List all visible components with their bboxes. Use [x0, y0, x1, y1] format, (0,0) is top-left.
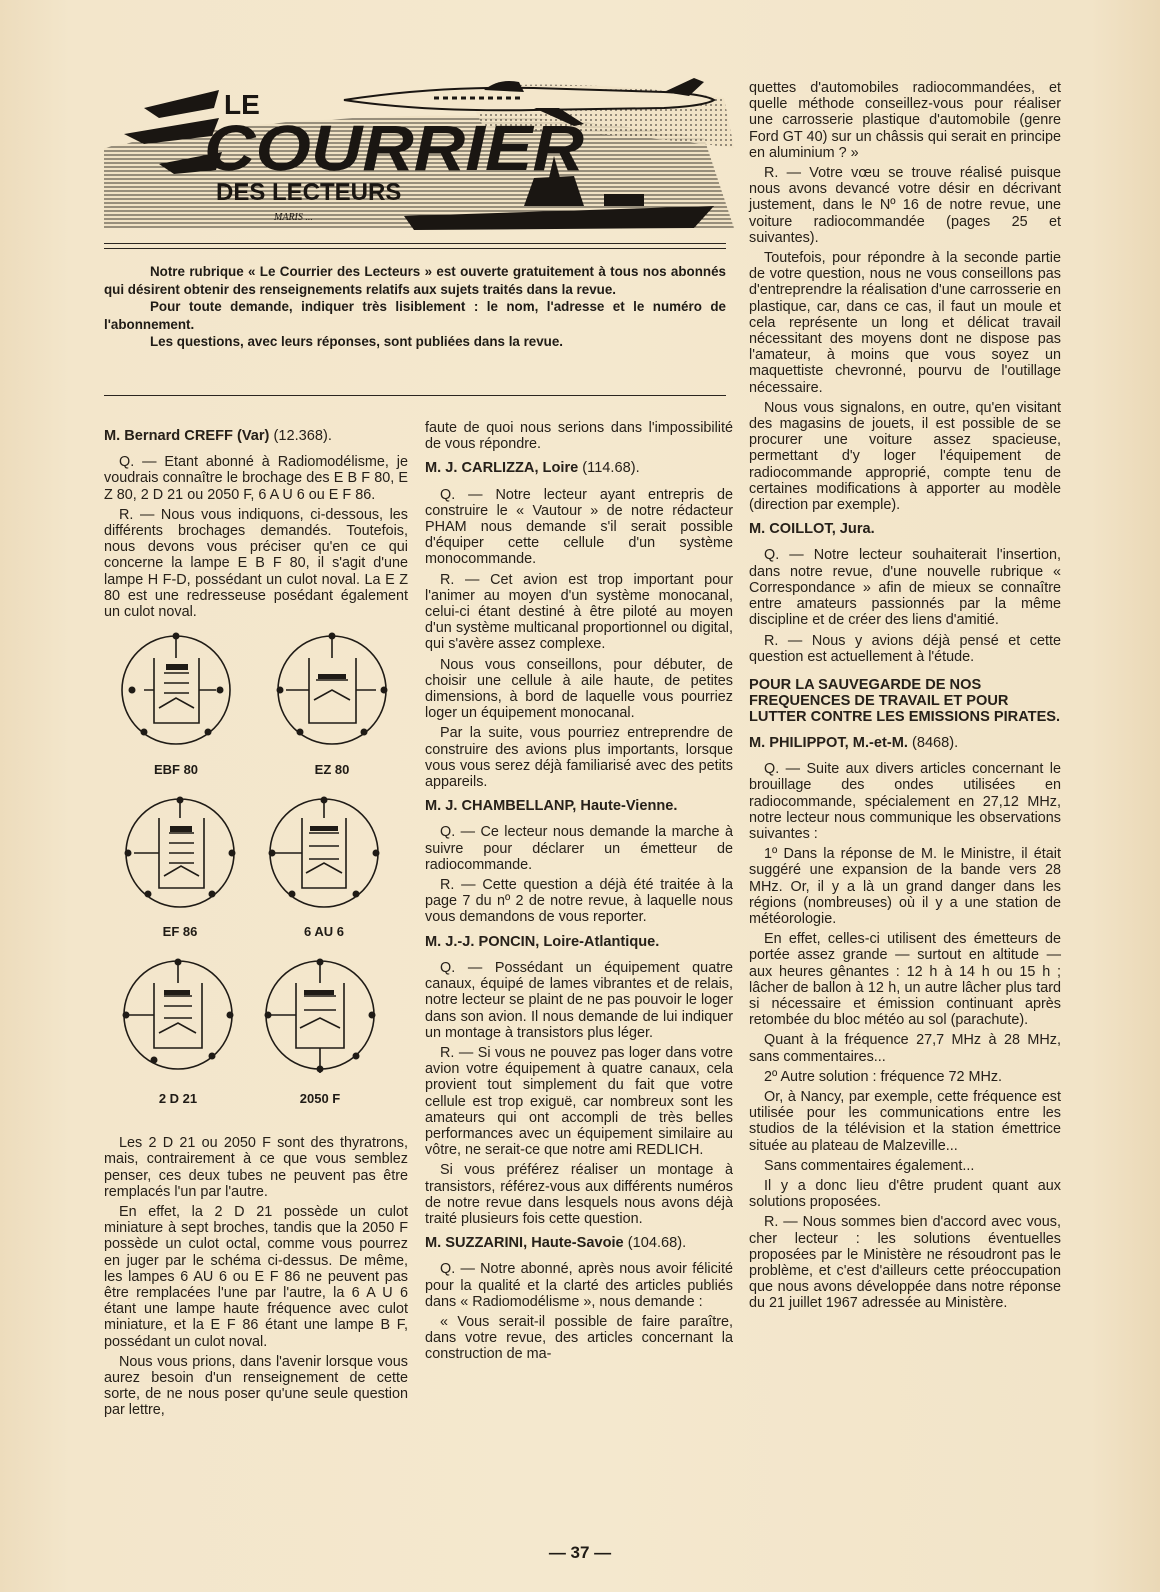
body-paragraph: Nous vous signalons, en outre, qu'en visitant des magasins de jouets, il est possible de se procurer une voiture assez spacieuse, permettant d'y loger l'équipement de radiocommande approprié, compte tenu de certaines modifications à apporter au modèle (direction par exemple).	[749, 399, 1061, 514]
tube-label-2d21: 2 D 21	[158, 1091, 198, 1107]
question-paragraph: Q. — Notre lecteur souhaiterait l'insertion, dans notre revue, d'une nouvelle rubrique « Correspondance » afin de mieux se connaître entre amateurs passionnés par la même discipline et de créer des liens d'amitié.	[749, 547, 1061, 629]
tube-pinout-diagrams	[104, 628, 404, 1123]
letter-heading-creff	[104, 428, 408, 444]
page-number: — 37 —	[548, 1543, 612, 1562]
question-paragraph: Q. — Ce lecteur nous demande la marche à suivre pour déclarer un émetteur de radiocommande.	[425, 824, 733, 873]
grid-bar	[166, 664, 188, 670]
body-paragraph: quettes d'automobiles radiocommandées, et quelle méthode conseillez-vous pour réaliser une carrosserie plastique d'automobile (genre Ford GT 40) sur un châssis qui serait en principe en aluminium ? »	[749, 80, 1061, 161]
letter-heading-philippot	[749, 735, 1061, 751]
reader-name: M. J. CARLIZZA, Loire	[425, 460, 579, 477]
intro-notice	[104, 263, 726, 351]
intro-paragraph: Les questions, avec leurs réponses, sont publiées dans la revue.	[150, 334, 564, 349]
reader-name: M. Bernard CREFF (Var)	[104, 428, 270, 444]
intro-paragraph: Pour toute demande, indiquer très lisiblement : le nom, l'adresse et le numéro de l'abonnement.	[104, 299, 726, 332]
masthead-courrier: COURRIER	[204, 112, 584, 184]
reader-name: M. PHILIPPOT, M.-et-M.	[749, 734, 908, 751]
grid-bar	[164, 990, 190, 995]
body-paragraph: Sans commentaires également...	[764, 1157, 975, 1174]
tube-label-6au6: 6 AU 6	[304, 924, 344, 940]
answer-paragraph: R. — Nous vous indiquons, ci-dessous, les différents brochages demandés. Toutefois, nous devons vous préciser qu'en ce qui concerne la lampe E B F 80, il s'agit d'une lampe H F-D, possédant un culot noval. La E Z 80 est une redresseuse posédant également un culot noval.	[104, 506, 408, 621]
question-paragraph: Q. — Etant abonné à Radiomodélisme, je voudrais connaître le brochage des E B F 80, E Z 80, 2 D 21 ou 2050 F, 6 A U 6 ou E F 86.	[104, 454, 408, 503]
question-paragraph: Q. — Possédant un équipement quatre canaux, équipé de lames vibrantes et de relais, notre lecteur se plaint de ne pas pouvoir le loger dans son avion. Il nous demande de lui indiquer un montage à transistors plus léger.	[425, 959, 733, 1041]
masthead-rule-2	[104, 248, 726, 249]
tube-label-ez80: EZ 80	[314, 762, 350, 778]
grid-bar	[318, 674, 346, 679]
tube-label-ebf80: EBF 80	[153, 762, 199, 778]
letter-heading-suzzarini	[425, 1235, 733, 1251]
masthead-le: LE	[224, 89, 260, 120]
answer-paragraph: R. — Nous sommes bien d'accord avec vous, cher lecteur : les solutions éventuelles proposées par le Ministère ne résoudront pas le problème, et c'est d'ailleurs cette préoccupation que nous avons développée dans notre réponse du 21 juillet 1967 adressée au Ministère.	[749, 1214, 1061, 1312]
subscriber-number: (8468).	[911, 734, 959, 751]
body-paragraph: Par la suite, vous pourriez entreprendre de construire des avions plus importants, lorsque vous vous serez déjà familiarisé avec des petits appareils.	[425, 725, 733, 791]
masthead-drawing	[104, 78, 734, 236]
letter-heading-chambellanp: M. J. CHAMBELLANP, Haute-Vienne.	[425, 798, 678, 815]
answer-paragraph: R. — Cette question a déjà été traitée à la page 7 du nº 2 de notre revue, à laquelle nous vous demandons de vous reporter.	[425, 877, 733, 926]
masthead-rule	[104, 243, 726, 244]
letter-heading-carlizza	[425, 460, 733, 476]
body-paragraph: Quant à la fréquence 27,7 MHz à 28 MHz, sans commentaires...	[749, 1032, 1061, 1065]
body-paragraph: Or, à Nancy, par exemple, cette fréquence est utilisée pour les communications entre les studios de la télévision et la station émettrice située au plateau de Malzeville...	[749, 1088, 1061, 1154]
section-title: POUR LA SAUVEGARDE DE NOS FREQUENCES DE TRAVAIL ET POUR LUTTER CONTRE LES EMISSIONS PIRATES.	[749, 676, 1061, 725]
grid-bar	[304, 990, 334, 995]
subscriber-number: (104.68).	[627, 1235, 687, 1252]
body-paragraph: Si vous préférez réaliser un montage à transistors, référez-vous aux différents numéros de notre revue dans lesquels nous avons déjà traité plusieurs fois cette question.	[425, 1162, 733, 1227]
answer-paragraph: R. — Si vous ne pouvez pas loger dans votre avion votre équipement à quatre canaux, cela provient tout simplement du fait que votre cellule est trop exiguë, car nombreux sont les amateurs qui ont accompli de très belles performances avec un équipement similaire au vôtre, ne serait-ce que notre ami REDLICH.	[425, 1044, 733, 1159]
grid-bar	[170, 826, 192, 832]
intro-paragraph: Notre rubrique « Le Courrier des Lecteurs » est ouverte gratuitement à tous nos abonnés qui désirent obtenir des renseignements relatifs aux sujets traités dans la revue.	[104, 264, 726, 297]
reader-name: M. SUZZARINI, Haute-Savoie	[425, 1235, 624, 1252]
section-divider	[104, 395, 726, 396]
subscriber-number: (114.68).	[582, 460, 640, 477]
body-paragraph: En effet, celles-ci utilisent des émetteurs de portée assez grande — surtout en altitude — aux heures gênantes : 12 h à 14 h ou 15 h ; lâcher de ballon à 12 h, un autre lâcher plus tard si nécessaire et émission continuant après retombée du bloc météo au sol (parachute).	[749, 931, 1061, 1029]
body-paragraph: Il y a donc lieu d'être prudent quant aux solutions proposées.	[749, 1177, 1061, 1211]
pinout-drawing	[104, 628, 404, 1123]
letter-heading-poncin: M. J.-J. PONCIN, Loire-Atlantique.	[425, 933, 660, 950]
tube-label-2050f: 2050 F	[299, 1091, 341, 1107]
answer-paragraph: R. — Cet avion est trop important pour l'animer au moyen d'un système monocanal, celui-ci étant destiné à être piloté au moyen d'un système multicanal proportionnel ou digital, qui s'avère assez complexe.	[425, 571, 733, 653]
subscriber-number: (12.368).	[273, 428, 332, 444]
tube-label-ef86: EF 86	[162, 924, 198, 940]
masthead-illustration	[104, 78, 734, 236]
letter-heading-coillot: M. COILLOT, Jura.	[749, 521, 875, 538]
column-1	[104, 420, 408, 1423]
question-paragraph: Q. — Notre abonné, après nous avoir félicité pour la qualité et la clarté des articles publiés dans « Radiomodélisme », nous demande :	[425, 1261, 733, 1310]
body-paragraph: faute de quoi nous serions dans l'impossibilité de vous répondre.	[425, 420, 733, 453]
masthead-des-lecteurs: DES LECTEURS	[216, 179, 402, 206]
body-paragraph: En effet, la 2 D 21 possède un culot miniature à sept broches, tandis que la 2050 F possède un culot octal, comme vous pourrez en juger par le schéma ci-dessus. De même, les lampes 6 AU 6 ou E F 86 ne peuvent pas être remplacées l'une par l'autre, la 6 A U 6 étant une lampe haute fréquence avec culot miniature, et la E F 86 étant une lampe B F, possédant un culot noval.	[104, 1204, 408, 1350]
column-2	[425, 420, 733, 1367]
column-3	[749, 80, 1061, 1316]
body-paragraph: Les 2 D 21 ou 2050 F sont des thyratrons, mais, contrairement à ce que vous semblez penser, ces deux tubes ne peuvent pas être remplacés l'un par l'autre.	[104, 1135, 408, 1200]
question-paragraph: Q. — Notre lecteur ayant entrepris de construire le « Vautour » de notre rédacteur PHAM nous demande s'il serait possible d'équiper cette cellule d'un système monocommande.	[425, 486, 733, 568]
body-paragraph: 1º Dans la réponse de M. le Ministre, il était suggéré une expansion de la bande vers 28 MHz. Or, il y a là un grand danger dans les régions (nombreuses) où il y a une station de météorologie.	[749, 846, 1061, 927]
question-paragraph: Q. — Suite aux divers articles concernant le brouillage des ondes utilisées en radiocommande, spécialement en 27,12 MHz, notre lecteur nous communique les observations suivantes :	[749, 761, 1061, 842]
body-paragraph: Nous vous conseillons, pour débuter, de choisir une cellule à aile haute, de petites dimensions, à bord de laquelle vous pourriez loger un équipement monocanal.	[425, 656, 733, 722]
answer-paragraph: R. — Nous y avions déjà pensé et cette question est actuellement à l'étude.	[749, 632, 1061, 665]
body-paragraph: Toutefois, pour répondre à la seconde partie de votre question, nous ne vous conseillons pas d'entreprendre la réalisation d'une carrosserie en plastique, car, dans ce cas, il faut un moule et cela représente un long et délicat travail nécessitant des moyens dont ne dispose pas l'amateur, à moins que vous soyez un maquettiste chevronné, pourvu de l'outillage nécessaire.	[749, 250, 1061, 396]
quote-paragraph: « Vous serait-il possible de faire paraître, dans votre revue, des articles concernant la construction de ma-	[425, 1313, 733, 1363]
body-paragraph: 2º Autre solution : fréquence 72 MHz.	[764, 1068, 1003, 1085]
body-paragraph: Nous vous prions, dans l'avenir lorsque vous aurez besoin d'un renseignement de cette sorte, de ne nous poser qu'une seule question par lettre,	[104, 1353, 408, 1419]
artist-signature: MARIS ...	[274, 212, 313, 223]
answer-paragraph: R. — Votre vœu se trouve réalisé puisque nous avons devancé votre désir en décrivant justement, dans le Nº 16 de notre revue, une voiture radiocommandée (pages 25 et suivantes).	[749, 165, 1061, 246]
grid-bar	[310, 826, 338, 831]
